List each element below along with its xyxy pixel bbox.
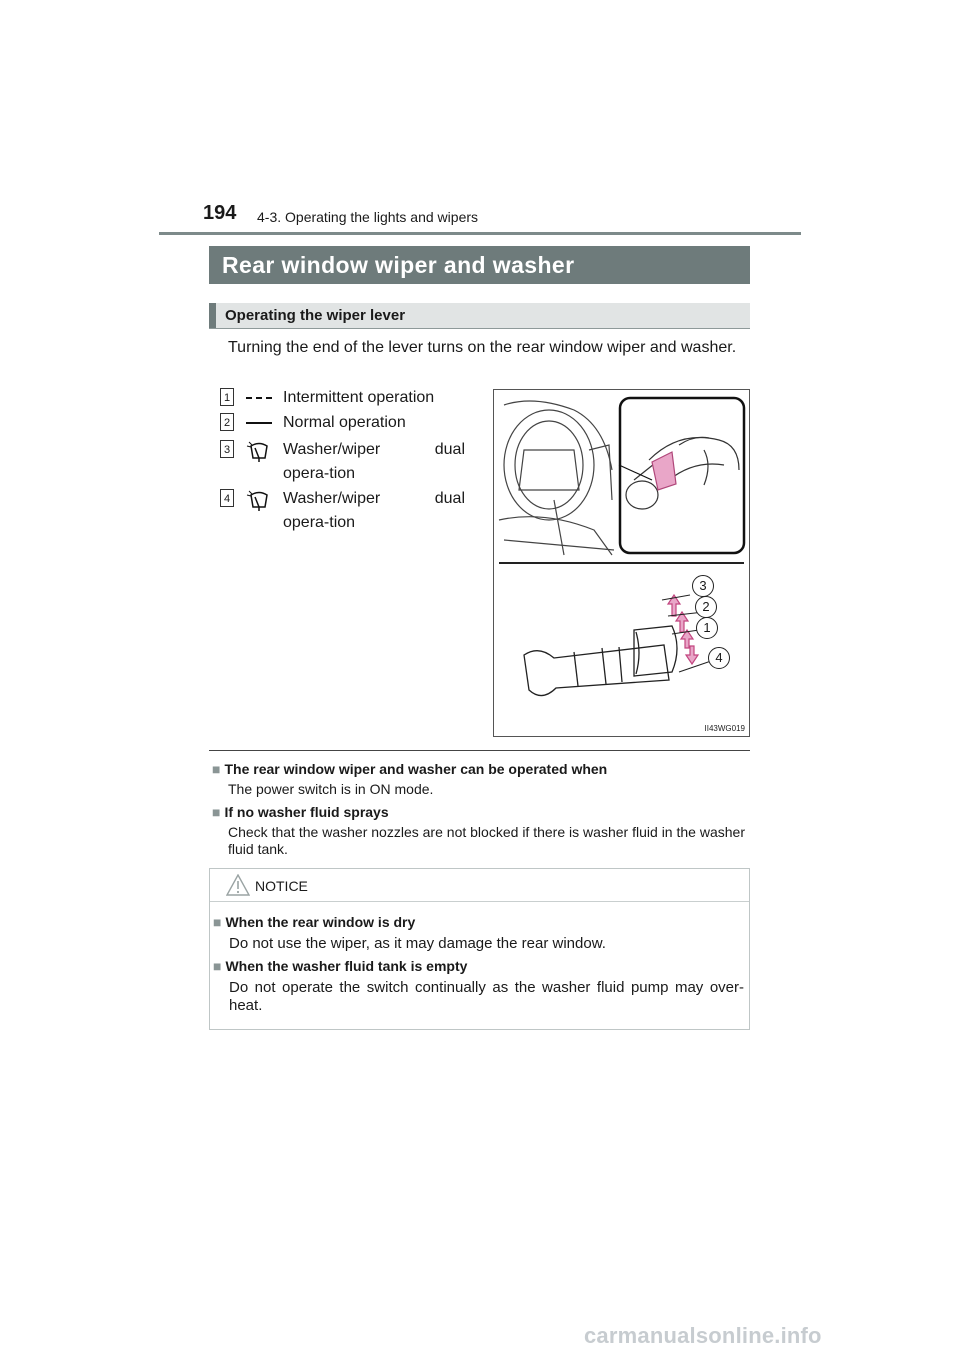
figure-callout: 2 bbox=[695, 596, 717, 618]
page-number: 194 bbox=[203, 202, 237, 224]
operation-label: Washer/wiper dual opera-tion bbox=[283, 441, 465, 482]
intermittent-dashed-line-icon bbox=[243, 386, 275, 410]
operation-label: Washer/wiper dual opera-tion bbox=[283, 490, 465, 531]
info-body: The power switch is in ON mode. bbox=[228, 781, 434, 797]
operation-number: 4 bbox=[220, 489, 234, 507]
notice-title: NOTICE bbox=[255, 878, 308, 894]
header-rule bbox=[159, 232, 801, 235]
info-heading bbox=[212, 761, 607, 777]
normal-solid-line-icon bbox=[243, 411, 275, 435]
bullet-square-icon: ■ bbox=[213, 914, 222, 930]
notice-heading bbox=[213, 914, 415, 930]
info-heading bbox=[212, 804, 389, 820]
warning-triangle-icon bbox=[226, 874, 250, 896]
washer-wiper-icon bbox=[243, 487, 275, 511]
figure-code: II43WG019 bbox=[704, 724, 745, 733]
info-heading-text: If no washer fluid sprays bbox=[224, 804, 389, 820]
section-rule bbox=[209, 750, 750, 751]
operation-item bbox=[220, 438, 482, 488]
notice-body: Do not operate the switch continually as the washer fluid pump may over-heat. bbox=[229, 979, 744, 1014]
bullet-square-icon: ■ bbox=[212, 761, 221, 777]
operation-item bbox=[220, 487, 482, 537]
notice-heading bbox=[213, 958, 467, 974]
subsection-title: Operating the wiper lever bbox=[209, 303, 750, 328]
washer-wiper-icon bbox=[243, 438, 275, 462]
subsection-underline bbox=[209, 328, 750, 329]
intro-paragraph: Turning the end of the lever turns on the rear window wiper and washer. bbox=[228, 339, 737, 356]
section-title: Rear window wiper and washer bbox=[209, 246, 750, 284]
notice-box bbox=[209, 868, 750, 1030]
notice-heading-text: When the washer fluid tank is empty bbox=[225, 958, 468, 974]
figure-callout: 1 bbox=[696, 617, 718, 639]
bullet-square-icon: ■ bbox=[213, 958, 222, 974]
notice-divider bbox=[210, 901, 749, 902]
operation-number: 2 bbox=[220, 413, 234, 431]
info-heading-text: The rear window wiper and washer can be operated when bbox=[224, 761, 608, 777]
figure-callout: 4 bbox=[708, 647, 730, 669]
running-header: 4-3. Operating the lights and wipers bbox=[257, 209, 479, 225]
notice-body: Do not use the wiper, as it may damage the rear window. bbox=[229, 935, 606, 952]
operation-number: 1 bbox=[220, 388, 234, 406]
operation-label: Normal operation bbox=[283, 414, 406, 431]
figure-divider bbox=[499, 562, 744, 564]
figure-callout: 3 bbox=[692, 575, 714, 597]
notice-heading-text: When the rear window is dry bbox=[225, 914, 416, 930]
bullet-square-icon: ■ bbox=[212, 804, 221, 820]
operation-label: Intermittent operation bbox=[283, 389, 435, 406]
watermark: carmanualsonline.info bbox=[584, 1323, 822, 1348]
info-body: Check that the washer nozzles are not blocked if there is washer fluid in the washer fluid tank. bbox=[228, 824, 745, 857]
operation-number: 3 bbox=[220, 440, 234, 458]
